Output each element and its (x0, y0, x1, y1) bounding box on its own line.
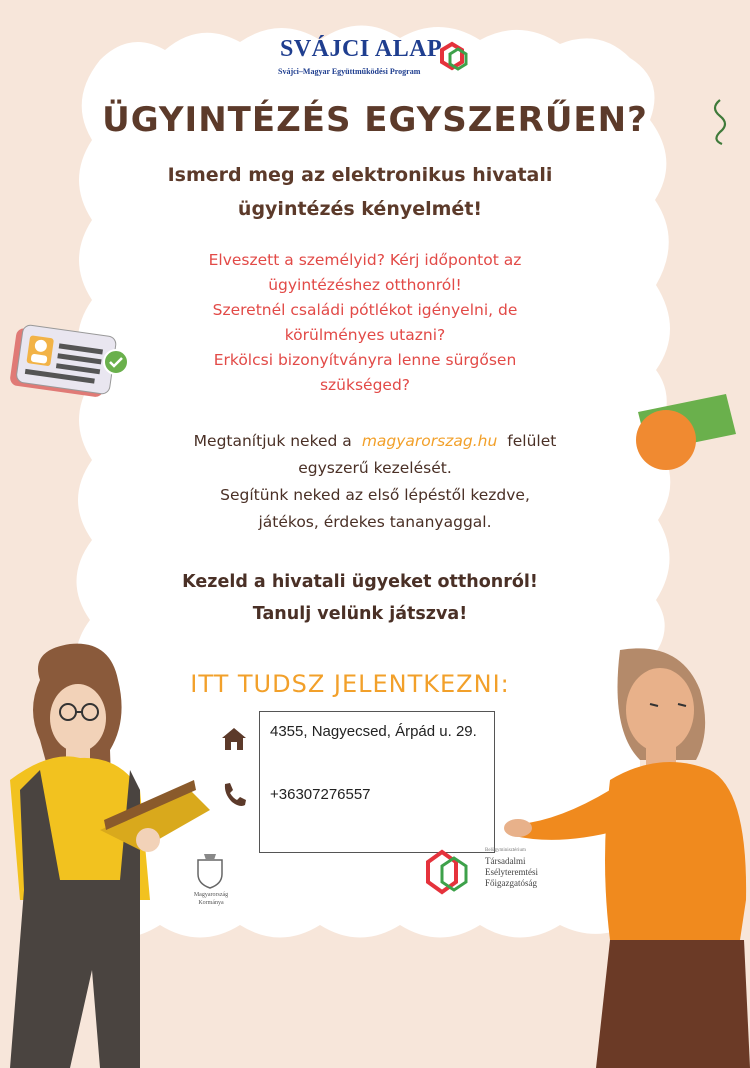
page-title: ÜGYINTÉZÉS EGYSZERŰEN? (102, 100, 648, 140)
logo-title: SVÁJCI ALAP (280, 36, 443, 62)
woman-gesturing-illustration (500, 640, 750, 1068)
questions-text: Elveszett a személyid? Kérj időpontot az ügyintézéshez otthonról! Szeretnél családi pótlékot igényelni, de körülményes utazni? Erkölcsi bizonyítványra lenne sürgősen szükséged? (208, 251, 522, 394)
squiggle-icon (706, 96, 734, 148)
apply-heading: ITT TUDSZ JELENTKEZNI: (190, 670, 510, 698)
tesz-logo-top: Belügyminisztérium (485, 848, 526, 853)
logo-subtitle: Svájci–Magyar Együttműködési Program (278, 67, 421, 76)
teach-text: Megtanítjuk neked a magyarorszag.hu felület egyszerű kezelését. Segítünk neked az első lépéstől kezdve, játékos, érdekes tananyaggal. (193, 432, 557, 531)
phone-text[interactable]: +36307276557 (270, 786, 371, 803)
intro-text: Ismerd meg az elektronikus hivatali ügyintézés kényelmét! (167, 164, 553, 220)
tesz-logo-text: Társadalmi Esélyteremtési Főigazgatóság (485, 856, 538, 888)
logo-icon (436, 40, 474, 74)
decorative-shapes-icon (632, 392, 742, 482)
tesz-logo-icon (422, 848, 480, 896)
id-card-icon (2, 322, 132, 414)
website-link[interactable]: magyarorszag.hu (361, 432, 498, 450)
gov-coat-of-arms-icon (190, 850, 230, 890)
address-text: 4355, Nagyecsed, Árpád u. 29. (270, 723, 477, 740)
gov-logo-text: Magyarország Kormánya (193, 892, 229, 906)
call-to-action: Kezeld a hivatali ügyeket otthonról! Tanulj velünk játszva! (182, 572, 538, 624)
